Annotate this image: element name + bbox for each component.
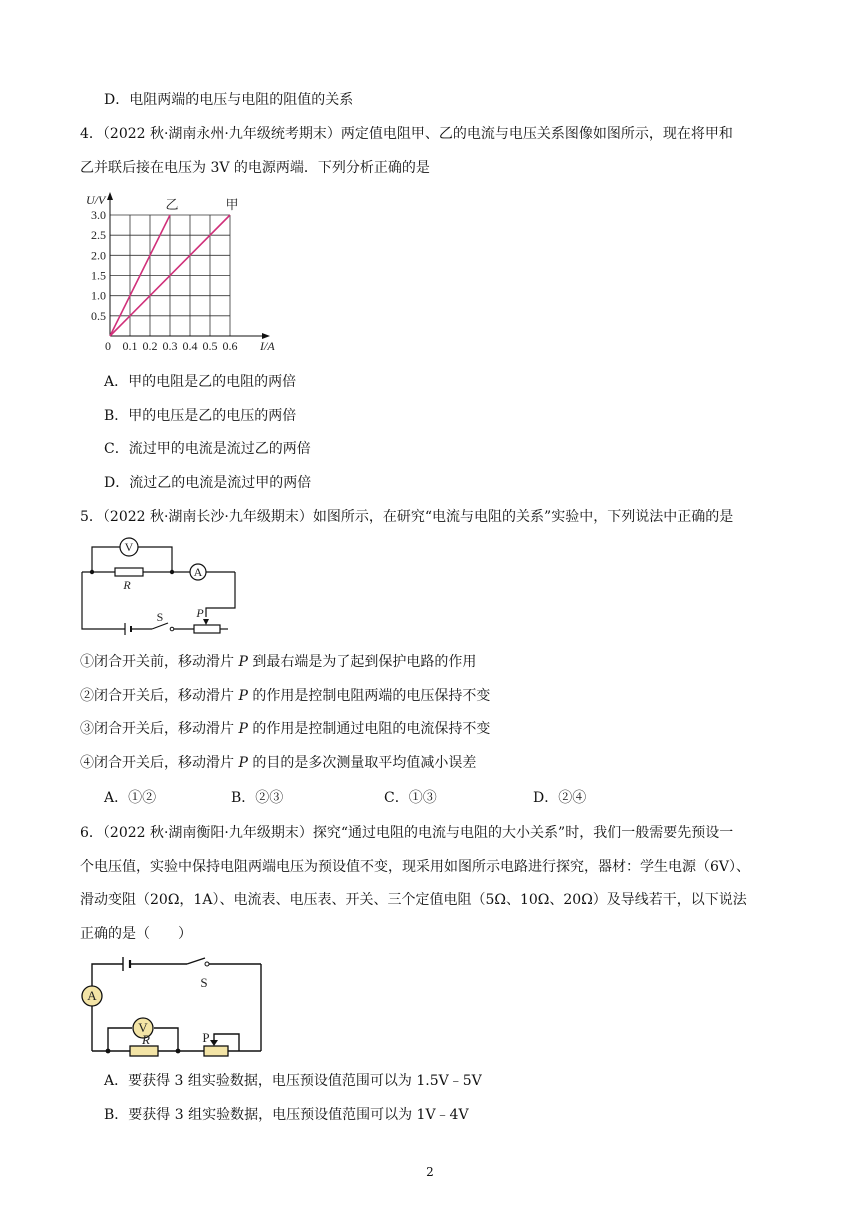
q4-option-b: B．甲的电压是乙的电压的两倍	[104, 408, 297, 424]
x-tick-label: 0.4	[182, 339, 198, 353]
x-tick-label: 0.3	[162, 339, 178, 353]
q6-circuit-diagram	[75, 950, 270, 1062]
y-axis-label: U/V	[86, 193, 106, 207]
u-i-chart	[80, 190, 290, 360]
q6-option-a: A．要获得 3 组实验数据，电压预设值范围可以为 1.5V﹣5V	[104, 1073, 482, 1089]
q6-resistor-label: R	[142, 1032, 150, 1047]
q5-choice-b: B．②③	[231, 790, 284, 806]
q6-stem-line1: 6．（2022 秋·湖南衡阳·九年级期末）探究“通过电阻的电流与电阻的大小关系”时，我们一般需要先预设一	[80, 825, 734, 841]
series-label-2: 甲	[225, 197, 239, 212]
x-tick-label: 0.1	[122, 339, 138, 353]
q6-stem-line3: 滑动变阻（20Ω，1A）、电流表、电压表、开关、三个定值电阻（5Ω、10Ω、20Ω）及导线若干，以下说法	[80, 892, 747, 908]
q6-slider-label: P	[202, 1030, 210, 1045]
y-tick-label: 2.5	[91, 228, 106, 243]
q5-ammeter-label: A	[193, 565, 203, 579]
y-tick-label: 2.0	[91, 248, 106, 263]
y-tick-label: 3.0	[91, 208, 106, 222]
q5-circuit-diagram	[80, 535, 250, 640]
q6-switch-label: S	[200, 975, 208, 990]
y-tick-label: 1.0	[91, 288, 106, 303]
y-tick-label: 0.5	[91, 308, 106, 323]
q5-statement-3: ③闭合开关后，移动滑片 P 的作用是控制通过电阻的电流保持不变	[80, 721, 491, 737]
q5-slider-label: P	[196, 606, 204, 620]
q4-stem-line1: 4．（2022 秋·湖南永州·九年级统考期末）两定值电阻甲、乙的电流与电压关系图像如图所示，现在将甲和	[80, 126, 733, 142]
x-tick-label: 0	[105, 339, 111, 353]
x-tick-label: 0.6	[222, 339, 238, 353]
series-label-1: 乙	[165, 197, 179, 212]
x-tick-label: 0.2	[142, 339, 158, 353]
page-number: 2	[426, 1165, 434, 1179]
q4-stem-line2: 乙并联后接在电压为 3V 的电源两端．下列分析正确的是	[80, 160, 430, 176]
q5-choice-d: D．②④	[533, 790, 587, 806]
q6-ammeter-label: A	[87, 988, 97, 1003]
q4-option-c: C．流过甲的电流是流过乙的两倍	[104, 441, 311, 457]
q6-stem-line4: 正确的是（ ）	[80, 926, 192, 942]
q3-option-d: D．电阻两端的电压与电阻的阻值的关系	[104, 92, 354, 108]
q5-statement-4: ④闭合开关后，移动滑片 P 的目的是多次测量取平均值减小误差	[80, 755, 477, 771]
q5-statement-2: ②闭合开关后，移动滑片 P 的作用是控制电阻两端的电压保持不变	[80, 688, 491, 704]
q5-switch-label: S	[156, 610, 164, 624]
x-axis-label: I/A	[260, 339, 275, 353]
q5-stem: 5．（2022 秋·湖南长沙·九年级期末）如图所示，在研究“电流与电阻的关系”实验中，下列说法中正确的是	[80, 509, 734, 525]
q5-resistor-label: R	[123, 578, 131, 592]
y-tick-label: 1.5	[91, 268, 106, 283]
q6-option-b: B．要获得 3 组实验数据，电压预设值范围可以为 1V﹣4V	[104, 1107, 469, 1123]
x-tick-label: 0.5	[202, 339, 218, 353]
q5-voltmeter-label: V	[124, 540, 134, 554]
q4-option-d: D．流过乙的电流是流过甲的两倍	[104, 475, 312, 491]
q6-voltmeter-label: V	[138, 1020, 148, 1035]
q5-statement-1: ①闭合开关前，移动滑片 P 到最右端是为了起到保护电路的作用	[80, 654, 477, 670]
q5-choice-c: C．①③	[384, 790, 437, 806]
q5-choice-a: A．①②	[104, 790, 157, 806]
y-axis-arrow	[107, 192, 113, 200]
q6-stem-line2: 个电压值，实验中保持电阻两端电压为预设值不变，现采用如图所示电路进行探究，器材：学生电源（6V）、	[80, 859, 751, 875]
q4-option-a: A．甲的电阻是乙的电阻的两倍	[104, 374, 297, 390]
